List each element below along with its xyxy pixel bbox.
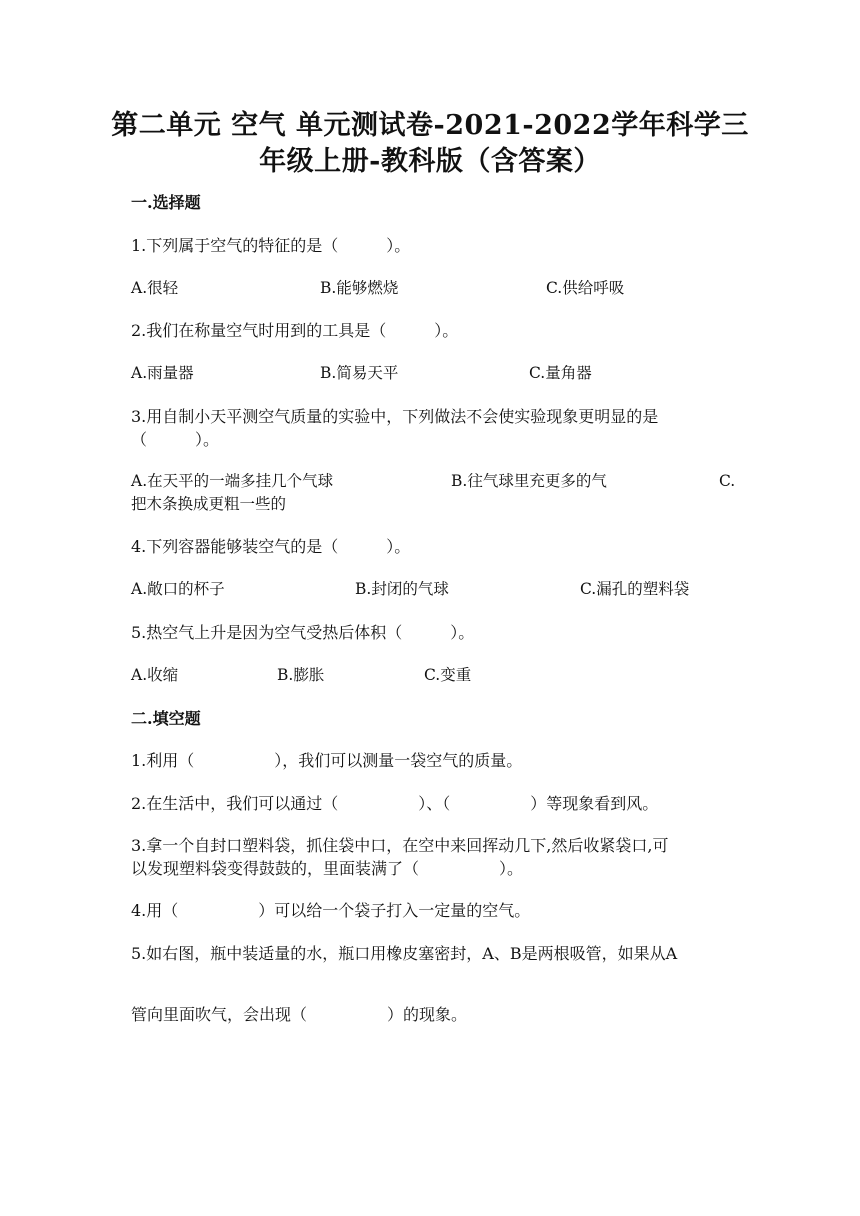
choice-q5-option-a: A.收缩 xyxy=(131,666,179,684)
choice-q1-option-c: C.供给呼吸 xyxy=(546,279,625,297)
fill-q2: 2.在生活中，我们可以通过（ ）、（ ）等现象看到风。 xyxy=(131,794,659,813)
choice-q2-option-b: B.简易天平 xyxy=(320,364,399,382)
choice-q3-option-a: A.在天平的一端多挂几个气球 xyxy=(131,472,334,490)
choice-q2-stem: 2.我们在称量空气时用到的工具是（ ）。 xyxy=(131,321,459,340)
choice-q5-option-c: C.变重 xyxy=(424,666,472,684)
choice-q2-option-a: A.雨量器 xyxy=(131,364,194,382)
fill-q5-line-2: 管向里面吹气，会出现（ ）的现象。 xyxy=(131,1005,468,1024)
fill-q4: 4.用（ ）可以给一个袋子打入一定量的空气。 xyxy=(131,901,531,920)
choice-q3-option-b: B.往气球里充更多的气 xyxy=(451,472,607,490)
section-heading-choice: 一.选择题 xyxy=(131,193,201,212)
choice-q1-stem: 1.下列属于空气的特征的是（ ）。 xyxy=(131,236,411,255)
choice-q4-stem: 4.下列容器能够装空气的是（ ）。 xyxy=(131,537,411,556)
section-heading-fill-blank: 二.填空题 xyxy=(131,709,201,728)
choice-q3-stem-line-1: 3.用自制小天平测空气质量的实验中，下列做法不会使实验现象更明显的是 xyxy=(131,407,659,426)
choice-q4-option-a: A.敞口的杯子 xyxy=(131,580,225,598)
page-title-line-2: 年级上册-教科版（含答案） xyxy=(259,146,601,177)
choice-q4-option-b: B.封闭的气球 xyxy=(355,580,449,598)
choice-q2-option-c: C.量角器 xyxy=(529,364,592,382)
choice-q3-stem-line-2: （ ）。 xyxy=(131,430,220,449)
fill-q1: 1.利用（ ），我们可以测量一袋空气的质量。 xyxy=(131,751,523,770)
choice-q1-option-a: A.很轻 xyxy=(131,279,179,297)
fill-q3-line-2: 以发现塑料袋变得鼓鼓的，里面装满了（ ）。 xyxy=(131,859,524,878)
choice-q5-option-b: B.膨胀 xyxy=(277,666,325,684)
choice-q1-option-b: B.能够燃烧 xyxy=(320,279,399,297)
choice-q5-stem: 5.热空气上升是因为空气受热后体积（ ）。 xyxy=(131,623,475,642)
choice-q4-option-c: C.漏孔的塑料袋 xyxy=(580,580,690,598)
page-title-line-1: 第二单元 空气 单元测试卷-2021-2022学年科学三 xyxy=(111,110,749,141)
fill-q3-line-1: 3.拿一个自封口塑料袋，抓住袋中口，在空中来回挥动几下,然后收紧袋口,可 xyxy=(131,836,669,855)
fill-q5-line-1: 5.如右图，瓶中装适量的水，瓶口用橡皮塞密封，A、B是两根吸管，如果从A xyxy=(131,944,678,963)
choice-q3-option-c: C. xyxy=(719,472,736,490)
choice-q3-option-c-continued: 把木条换成更粗一些的 xyxy=(131,495,287,513)
